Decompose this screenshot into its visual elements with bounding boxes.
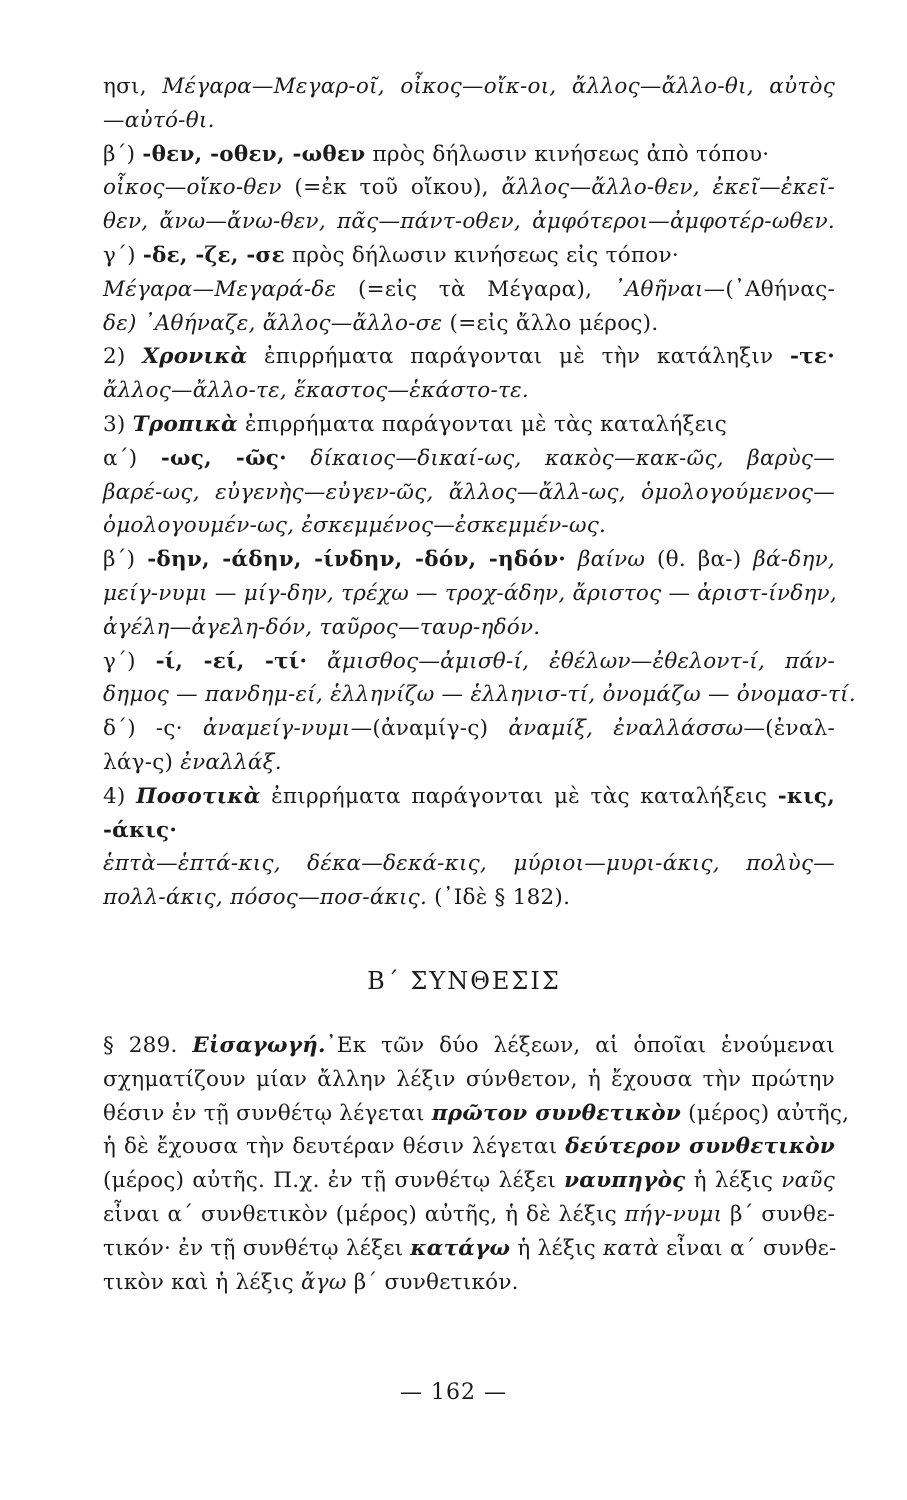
text-run: λάγ-ς) — [103, 749, 181, 775]
text-run: κατὰ — [602, 1235, 660, 1261]
text-run: Χρονικὰ — [142, 344, 248, 370]
text-run: εἶναι α΄ συνθε- — [659, 1235, 837, 1261]
text-line — [103, 611, 835, 645]
text-run: ναῦς — [781, 1168, 835, 1194]
text-run: μείγ-νυμι — μίγ-δην, τρέχω — τροχ-άδην, ἄριστος — ἀριστ-ίνδην, — [103, 580, 837, 606]
text-run — [566, 547, 578, 572]
text-line — [103, 509, 835, 543]
text-line — [103, 1198, 835, 1232]
text-run: (=εἰς τὰ Μέγαρα), — [336, 276, 614, 302]
paragraph-289 — [103, 1029, 850, 1299]
text-line — [103, 814, 835, 848]
text-run: ἀναμείγ-νυμι — [202, 716, 351, 742]
text-run: ἄγω — [300, 1269, 347, 1295]
text-run: -ί, -εί, -τί· — [155, 648, 308, 674]
text-run: ἄλλος—ἄλλο-θεν, ἐκεῖ—ἐκεῖ- — [501, 175, 836, 201]
text-run: β΄) — [103, 547, 148, 573]
text-line — [103, 1266, 835, 1300]
text-run: δε) ᾿Αθήναζε, ἄλλος—ἄλλο-σε — [103, 310, 443, 336]
text-line — [103, 1164, 835, 1198]
text-run: (=ἐκ τοῦ οἴκου), — [281, 175, 502, 201]
text-run: ναυπηγὸς — [564, 1168, 686, 1194]
text-run: 2) — [103, 344, 143, 370]
text-run: -ως, -ῶς· — [160, 445, 287, 471]
text-line — [103, 138, 835, 172]
text-run: -θεν, -οθεν, -ωθεν — [142, 141, 366, 167]
text-line — [103, 1097, 850, 1131]
text-run: ησι, — [103, 74, 163, 99]
text-line — [103, 678, 856, 712]
text-run: πήγ-νυμι — [624, 1201, 723, 1227]
text-run: πολλ-άκις, πόσος—ποσ-άκις. — [103, 885, 428, 911]
text-run: Τροπικὰ — [132, 411, 238, 437]
text-run: (᾿Ιδὲ § 182). — [427, 885, 571, 911]
text-run: ἐπιρρήματα παράγονται μὲ τὰς καταλήξεις — [237, 411, 727, 437]
text-run: -κις, — [777, 783, 836, 809]
adverb-derivation-section — [103, 70, 856, 915]
text-run: 3) — [103, 411, 133, 437]
text-run: -άκις· — [103, 817, 178, 843]
text-run: ἀγέλη—ἀγελη-δόν, ταῦρος—ταυρ-ηδόν. — [103, 614, 541, 640]
text-line — [103, 847, 835, 881]
text-run: (=εἰς ἄλλο μέρος). — [442, 310, 659, 336]
text-run: ἡ λέξις — [685, 1168, 782, 1194]
page-number: — 162 — — [400, 1380, 507, 1405]
text-run: ἐπιρρήματα παράγονται μὲ τὴν κατάληξιν — [247, 344, 791, 370]
text-run: δίκαιος—δικαί-ως, κακὸς—κακ-ῶς, βαρὺς— — [310, 445, 835, 471]
text-run: ἑπτὰ—ἑπτά-κις, δέκα—δεκά-κις, μύριοι—μυρι-άκις, πολὺς— — [103, 851, 835, 877]
text-run: α΄) — [103, 445, 161, 471]
text-line — [103, 476, 835, 510]
text-run: -δε, -ζε, -σε — [142, 242, 285, 268]
text-line — [103, 70, 835, 104]
text-run: -δην, -άδην, -ίνδην, -δόν, -ηδόν· — [147, 547, 566, 573]
text-line — [103, 1063, 835, 1097]
text-run: κατάγω — [410, 1235, 511, 1261]
text-line — [103, 746, 835, 780]
text-line — [103, 1130, 835, 1164]
text-run: γ΄) — [103, 648, 156, 674]
text-run: θεν, ἄνω—ἄνω-θεν, πᾶς—πάντ-οθεν, ἀμφότεροι—ἀμφοτέρ-ωθεν. — [103, 209, 835, 235]
text-run: δ΄) -ς· — [103, 716, 203, 742]
text-run: ἡ λέξις — [510, 1235, 603, 1261]
text-run: ᾿Αθῆναι — [613, 276, 704, 302]
text-run: ἄλλος—ἄλλο-τε, ἕκαστος—ἑκάστο-τε. — [103, 378, 529, 404]
text-run: τικὸν καὶ ἡ λέξις — [103, 1269, 301, 1295]
text-run: τικόν· ἐν τῇ συνθέτῳ λέξει — [103, 1235, 411, 1261]
text-run: Ποσοτικὰ — [136, 783, 261, 809]
text-line — [103, 104, 835, 138]
text-run: —αὐτό-θι. — [103, 107, 215, 133]
text-line — [103, 780, 835, 814]
text-run: σχηματίζουν μίαν ἄλλην λέξιν σύνθετον, ἡ ἔχουσα τὴν πρώτην — [103, 1066, 835, 1092]
text-run: ἄμισθος—ἀμισθ-ί, ἐθέλων—ἐθελοντ-ί, πάν- — [327, 648, 835, 674]
text-run: εἶναι α΄ συνθετικὸν (μέρος) αὐτῆς, ἡ δὲ λέξις — [103, 1201, 625, 1227]
text-line — [103, 307, 835, 341]
text-run: ἀναμίξ, ἐναλλάσσω — [508, 716, 744, 742]
text-line — [103, 543, 835, 577]
text-run: βαρέ-ως, εὐγενὴς—εὐγεν-ῶς, ἄλλος—ἄλλ-ως, ὁμολογούμενος— — [103, 479, 835, 505]
text-line — [103, 712, 835, 746]
text-run: πρὸς δήλωσιν κινήσεως ἀπὸ τόπου· — [365, 141, 770, 167]
text-run: Μέγαρα—Μεγαρ-οῖ, οἶκος—οἴκ-οι, ἄλλος—ἄλλο-θι, αὐτὸς — [162, 74, 836, 99]
text-run: θέσιν ἐν τῇ συνθέτῳ λέγεται — [103, 1100, 432, 1126]
text-run: ὁμολογουμέν-ως, ἐσκεμμένος—ἐσκεμμέν-ως. — [103, 513, 607, 539]
section-heading: Β΄ ΣΥΝΘΕΣΙΣ — [367, 966, 561, 995]
text-run: οἶκος—οἴκο-θεν — [103, 175, 282, 201]
text-run: Μέγαρα—Μεγαρά-δε — [103, 276, 337, 302]
text-line — [103, 1232, 835, 1266]
text-run: ᾿Εκ τῶν δύο λέξεων, αἱ ὁποῖαι ἑνούμεναι — [325, 1032, 836, 1058]
text-line — [103, 340, 835, 374]
text-run: 4) — [103, 783, 137, 809]
text-run: δημος — πανδημ-εί, ἑλληνίζω — ἑλληνισ-τί, ὀνομάζω — ὀνομασ-τί. — [103, 682, 856, 708]
text-run: § 289. — [103, 1032, 193, 1058]
text-line — [103, 881, 835, 915]
text-run: -τε· — [790, 344, 835, 370]
text-line — [103, 408, 835, 442]
text-line — [103, 374, 835, 408]
text-run: —(᾿Αθήνας- — [703, 276, 835, 302]
text-line — [103, 442, 835, 476]
text-run: (μέρος) αὐτῆς, — [681, 1100, 850, 1126]
text-run — [307, 649, 327, 674]
text-run: βά-δην, — [753, 547, 835, 573]
text-line — [103, 171, 835, 205]
text-line — [103, 645, 835, 679]
text-line — [103, 1029, 835, 1063]
text-run: Εἰσαγωγή. — [192, 1032, 326, 1058]
text-run: ἐναλλάξ. — [180, 749, 282, 775]
text-run: β΄) — [103, 141, 143, 167]
text-run: πρῶτον συνθετικὸν — [431, 1100, 682, 1126]
text-run: —(ἀναμίγ-ς) — [350, 716, 509, 742]
text-run: γ΄) — [103, 242, 143, 268]
text-run — [287, 446, 310, 471]
text-run: πρὸς δήλωσιν κινήσεως εἰς τόπον· — [284, 242, 679, 268]
text-run: (μέρος) αὐτῆς. Π.χ. ἐν τῇ συνθέτῳ λέξει — [103, 1168, 565, 1194]
text-line — [103, 239, 835, 273]
text-line — [103, 273, 835, 307]
text-line — [103, 577, 835, 611]
text-run: β΄ συνθε- — [722, 1201, 835, 1227]
text-run: —(ἐναλ- — [743, 716, 835, 742]
text-run: βαίνω — [577, 547, 646, 573]
text-run: ἐπιρρήματα παράγονται μὲ τὰς καταλήξεις — [260, 783, 778, 809]
text-run: β΄ συνθετικόν. — [346, 1269, 519, 1295]
text-run: (θ. βα-) — [645, 547, 754, 573]
text-run: δεύτερον συνθετικὸν — [565, 1134, 836, 1160]
text-run: ἡ δὲ ἔχουσα τὴν δευτέραν θέσιν λέγεται — [103, 1134, 566, 1160]
text-line — [103, 205, 835, 239]
